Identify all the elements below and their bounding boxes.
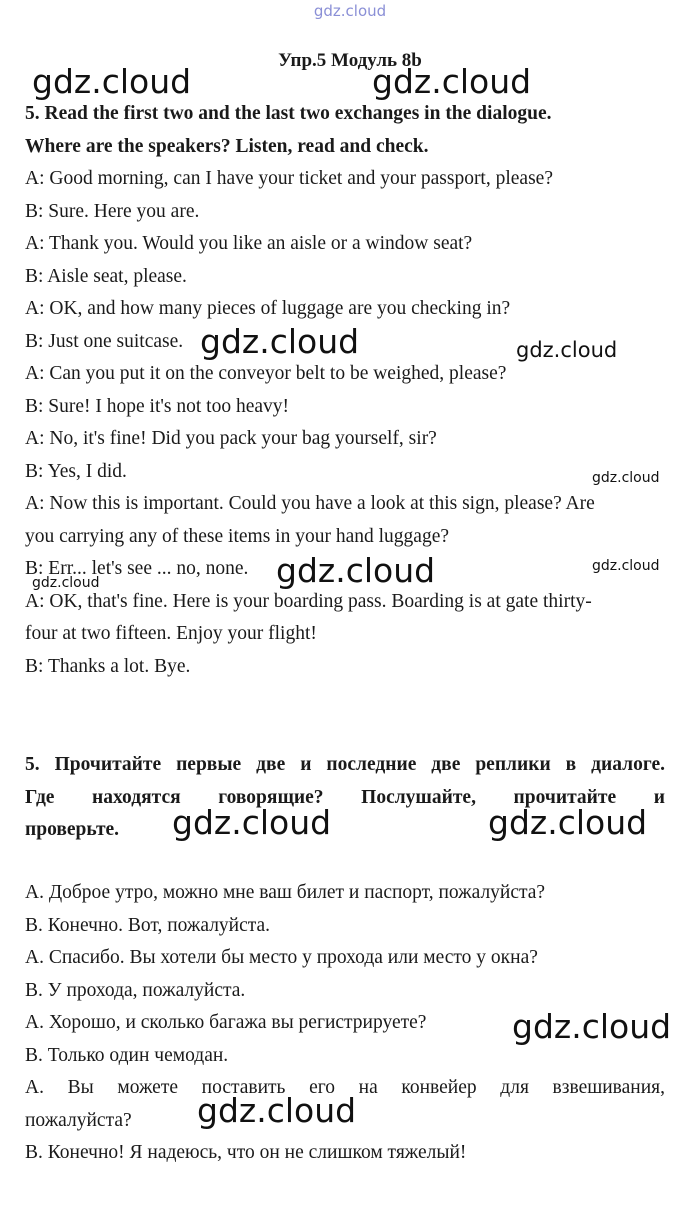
english-task-line-2: Where are the speakers? Listen, read and check.: [25, 135, 429, 157]
dialogue-line-ru-3: А. Спасибо. Вы хотели бы место у прохода или место у окна?: [25, 947, 538, 968]
dialogue-line-en-10: B: Yes, I did.: [25, 460, 127, 482]
russian-task-line-1: 5. Прочитайте первые две и последние две реплики в диалоге.: [25, 754, 665, 775]
english-section: [25, 98, 665, 683]
watermark: gdz.cloud: [488, 803, 648, 842]
dialogue-line-ru-2: В. Конечно. Вот, пожалуйста.: [25, 914, 271, 936]
dialogue-line-en-5: A: OK, and how many pieces of luggage are you checking in?: [25, 298, 511, 319]
watermark: gdz.cloud: [512, 1007, 672, 1046]
watermark: gdz.cloud: [276, 551, 436, 590]
watermark: gdz.cloud: [32, 62, 192, 101]
watermark: gdz.cloud: [372, 62, 532, 101]
dialogue-line-ru-4: В. У прохода, пожалуйста.: [25, 979, 246, 1001]
dialogue-line-en-12: you carrying any of these items in your hand luggage?: [25, 525, 450, 547]
russian-task-line-2: Где находятся говорящие? Послушайте, прочитайте и: [25, 786, 665, 808]
dialogue-line-en-1: A: Good morning, can I have your ticket and your passport, please?: [25, 168, 553, 189]
dialogue-line-en-15: four at two fifteen. Enjoy your flight!: [25, 623, 317, 644]
dialogue-line-ru-1: А. Доброе утро, можно мне ваш билет и паспорт, пожалуйста?: [25, 882, 546, 903]
dialogue-line-ru-7: А. Вы можете поставить его на конвейер для взвешивания,: [25, 1077, 665, 1098]
dialogue-line-en-13: B: Err... let's see ... no, none.: [25, 558, 249, 579]
dialogue-line-en-8: B: Sure! I hope it's not too heavy!: [25, 395, 290, 417]
watermark-top: gdz.cloud: [313, 2, 387, 20]
dialogue-line-en-2: B: Sure. Here you are.: [25, 200, 200, 222]
watermark: gdz.cloud: [172, 803, 332, 842]
dialogue-line-ru-8: пожалуйста?: [25, 1109, 132, 1131]
watermark: gdz.cloud: [32, 575, 100, 591]
page-title: Упр.5 Модуль 8b: [278, 50, 422, 71]
watermark: gdz.cloud: [197, 1091, 357, 1130]
dialogue-line-en-6: B: Just one suitcase.: [25, 330, 184, 352]
dialogue-line-en-16: B: Thanks a lot. Bye.: [25, 655, 191, 677]
dialogue-line-ru-6: В. Только один чемодан.: [25, 1044, 229, 1066]
dialogue-line-en-3: A: Thank you. Would you like an aisle or a window seat?: [25, 233, 473, 254]
russian-task-line-3: проверьте.: [25, 819, 120, 840]
dialogue-line-en-7: A: Can you put it on the conveyor belt to be weighed, please?: [25, 363, 507, 384]
dialogue-line-ru-5: А. Хорошо, и сколько багажа вы регистрируете?: [25, 1012, 427, 1033]
dialogue-line-en-14: A: OK, that's fine. Here is your boarding pass. Boarding is at gate thirty-: [25, 590, 592, 612]
dialogue-line-en-11: A: Now this is important. Could you have a look at this sign, please? Are: [25, 493, 595, 514]
watermark: gdz.cloud: [592, 470, 660, 486]
dialogue-line-ru-9: В. Конечно! Я надеюсь, что он не слишком тяжелый!: [25, 1142, 467, 1163]
dialogue-line-en-4: B: Aisle seat, please.: [25, 265, 187, 287]
watermark: gdz.cloud: [592, 558, 660, 574]
english-task-line-1: 5. Read the first two and the last two exchanges in the dialogue.: [25, 103, 552, 124]
watermark: gdz.cloud: [200, 322, 360, 361]
watermark: gdz.cloud: [516, 338, 618, 362]
dialogue-line-en-9: A: No, it's fine! Did you pack your bag yourself, sir?: [25, 428, 437, 449]
